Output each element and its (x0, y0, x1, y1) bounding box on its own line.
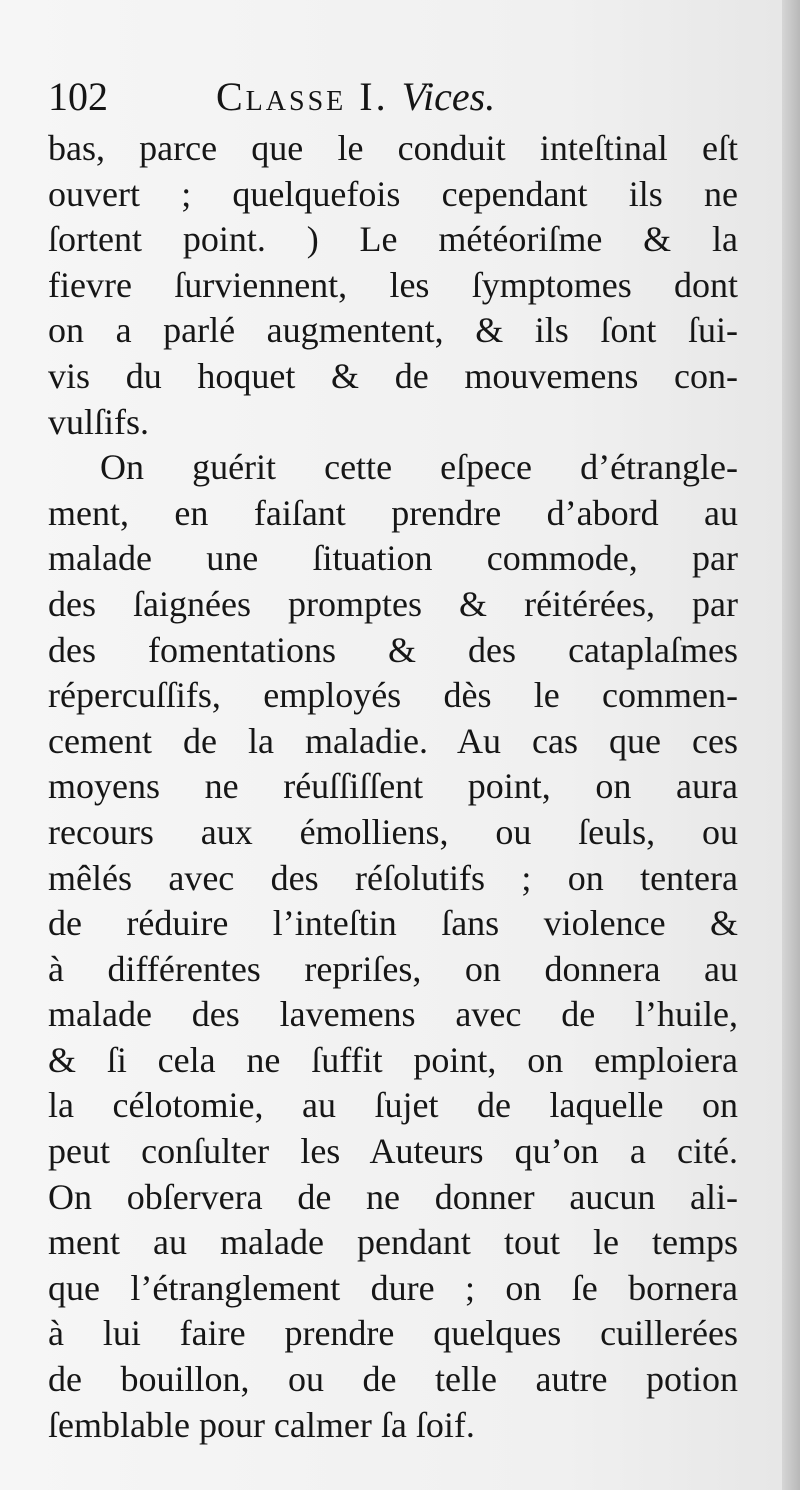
text-line: la célotomie, au ſujet de laquelle on (48, 1085, 738, 1126)
text-line: fievre ſurviennent, les ſymptomes dont (48, 264, 738, 305)
text-line: ment, en faiſant prendre d’abord au (48, 492, 738, 533)
running-head-classe: Classe I. (216, 74, 389, 119)
text-line: de réduire l’inteſtin ſans violence & (48, 903, 738, 944)
text-line: malade des lavemens avec de l’huile, (48, 994, 738, 1035)
text-line: & ſi cela ne ſuffit point, on emploiera (48, 1039, 738, 1080)
page-edge-shadow (782, 0, 800, 1490)
text-line: vis du hoquet & de mouvemens con- (48, 355, 738, 396)
text-line: ouvert ; quelquefois cependant ils ne (48, 173, 738, 214)
text-line: à lui faire prendre quelques cuillerées (48, 1313, 738, 1354)
text-line: vulſifs. (48, 401, 150, 442)
text-line: bas, parce que le conduit inteſtinal eſt (48, 128, 738, 168)
text-line: recours aux émolliens, ou ſeuls, ou (48, 811, 738, 852)
page-number: 102 (48, 74, 108, 119)
running-header (48, 72, 748, 122)
running-head-section: Vices. (401, 74, 496, 119)
text-line: des fomentations & des cataplaſmes (48, 629, 738, 670)
text-line: ſemblable pour calmer ſa ſoif. (48, 1404, 475, 1445)
text-line: ſortent point. ) Le météoriſme & la (48, 219, 738, 260)
running-head-title (216, 72, 495, 122)
text-line: cement de la maladie. Au cas que ces (48, 720, 738, 761)
text-line: mêlés avec des réſolutifs ; on tentera (48, 857, 738, 898)
text-line: répercuſſifs, employés dès le commen- (48, 675, 738, 716)
text-line: moyens ne réuſſiſſent point, on aura (48, 766, 738, 807)
text-line: que l’étranglement dure ; on ſe bornera (48, 1267, 738, 1308)
text-line: malade une ſituation commode, par (48, 538, 738, 579)
text-line: ment au malade pendant tout le temps (48, 1222, 738, 1263)
text-line: des ſaignées promptes & réitérées, par (48, 583, 738, 624)
text-line: On obſervera de ne donner aucun ali- (48, 1176, 738, 1217)
body-text (48, 126, 738, 1448)
text-line: On guérit cette eſpece d’étrangle- (100, 447, 738, 488)
text-line: à différentes repriſes, on donnera au (48, 948, 738, 989)
text-line: de bouillon, ou de telle autre potion (48, 1359, 738, 1400)
text-line: peut conſulter les Auteurs qu’on a cité. (48, 1131, 738, 1172)
text-line: on a parlé augmentent, & ils ſont ſui- (48, 310, 738, 351)
